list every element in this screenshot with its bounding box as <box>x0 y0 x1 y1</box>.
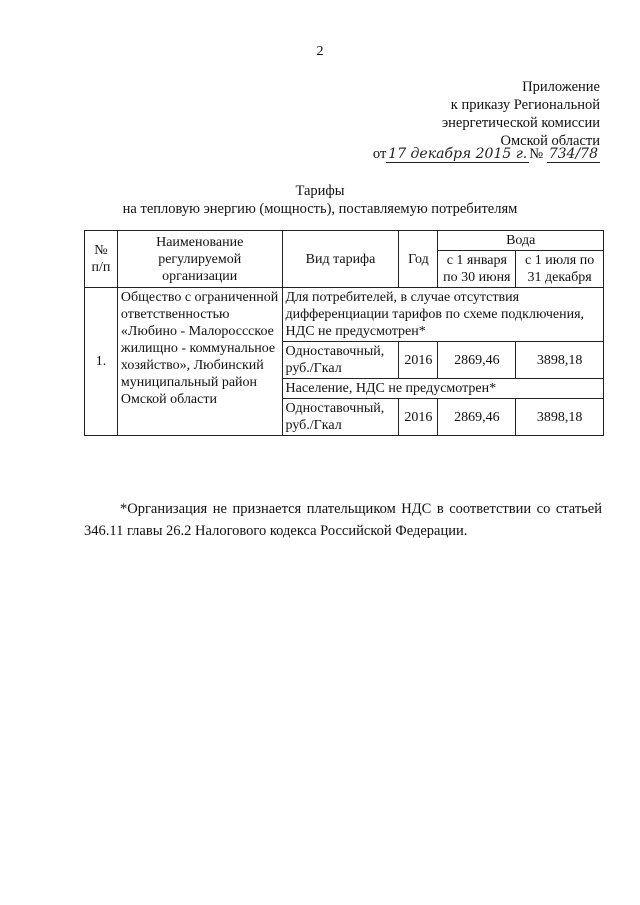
page-number: 2 <box>316 44 324 59</box>
appendix-line-3: энергетической комиссии <box>441 115 600 131</box>
from-label: от <box>372 146 387 162</box>
appendix-line-1: Приложение <box>522 79 600 95</box>
appendix-line-2: к приказу Региональной <box>450 97 600 113</box>
handwritten-date: 17 декабря 2015 г. <box>388 146 528 162</box>
tariff-type-1: Одноставочный, руб./Гкал <box>282 342 399 379</box>
appendix-line-4: Омской области <box>500 133 600 149</box>
number-label: № <box>529 146 544 162</box>
appendix-block <box>442 78 600 150</box>
year-2: 2016 <box>399 399 438 436</box>
year-1: 2016 <box>399 342 438 379</box>
value-1-second-half: 3898,18 <box>516 342 604 379</box>
header-organization: Наименование регулируемой организации <box>117 231 282 288</box>
footnote: *Организация не признается плательщиком НДС в соответствии со статьей 346.11 главы 26.2 Налогового кодекса Российской Федерации. <box>84 501 602 539</box>
header-period-1: с 1 января по 30 июня <box>438 251 516 288</box>
header-period-2: с 1 июля по 31 декабря <box>516 251 604 288</box>
tariff-table <box>84 230 604 436</box>
tariff-type-2: Одноставочный, руб./Гкал <box>282 399 399 436</box>
header-water: Вода <box>438 231 604 251</box>
organization-name: Общество с ограниченной ответственностью «Любино - Малороссское жилищно - коммунальное хозяйство», Любинский муниципальный район Омской области <box>117 288 282 436</box>
document-title <box>0 182 640 218</box>
header-number: № п/п <box>85 231 118 288</box>
section-consumers: Для потребителей, в случае отсутствия дифференциации тарифов по схеме подключения, НДС не предусмотрен* <box>282 288 603 342</box>
handwritten-number: 734/78 <box>548 146 598 162</box>
header-tariff-type: Вид тарифа <box>282 231 399 288</box>
title-line-2: на тепловую энергию (мощность), поставляемую потребителям <box>122 201 518 217</box>
section-population: Население, НДС не предусмотрен* <box>282 379 603 399</box>
value-2-first-half: 2869,46 <box>438 399 516 436</box>
order-date-number <box>373 146 600 163</box>
header-year: Год <box>399 231 438 288</box>
value-1-first-half: 2869,46 <box>438 342 516 379</box>
row-number: 1. <box>85 288 118 436</box>
value-2-second-half: 3898,18 <box>516 399 604 436</box>
title-line-1: Тарифы <box>295 183 345 199</box>
